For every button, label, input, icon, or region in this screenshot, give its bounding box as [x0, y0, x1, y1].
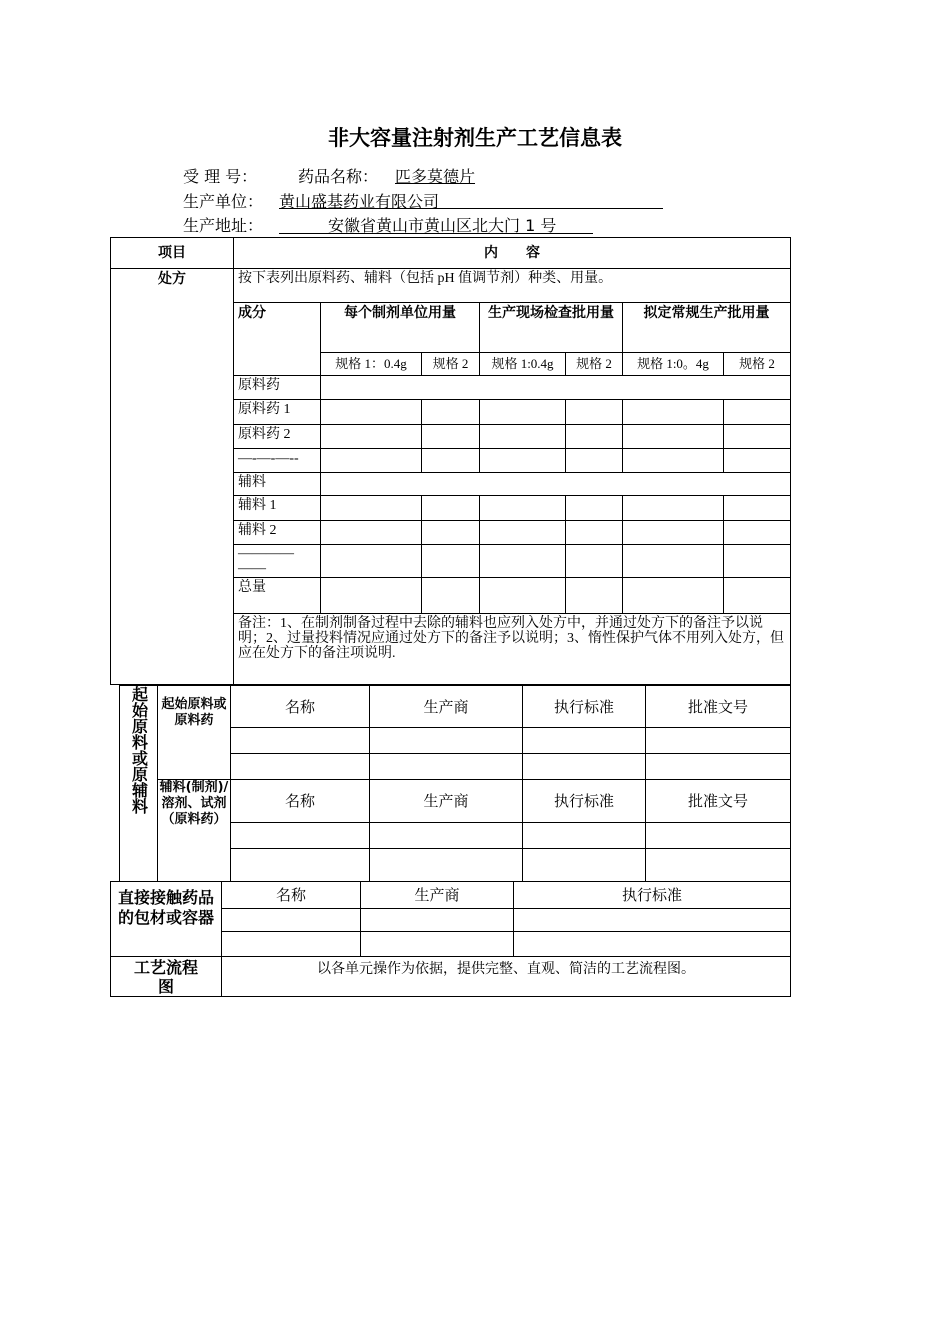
- table-cell: [361, 932, 514, 957]
- table-cell: [566, 545, 623, 578]
- col-name: 名称: [231, 780, 370, 823]
- table-cell: [231, 728, 370, 754]
- materials-label-text: 起始原料或原辅料: [129, 686, 149, 814]
- table-cell: [231, 823, 370, 849]
- table-cell: [566, 496, 623, 521]
- spec-cell: 规格 1:0.4g: [480, 353, 566, 376]
- spec-cell: 规格 1：0.4g: [321, 353, 422, 376]
- row-label: 辅料: [234, 473, 321, 496]
- table-cell: [321, 376, 791, 400]
- prescription-instruction: 按下表列出原料药、辅料（包括 pH 值调节剂）种类、用量。: [234, 269, 791, 303]
- table-cell: [321, 473, 791, 496]
- process-text: 以各单元操作为依据，提供完整、直观、简洁的工艺流程图。: [222, 957, 791, 997]
- row-label: 原料药 2: [234, 425, 321, 449]
- unit-value: 黄山盛基药业有限公司: [279, 192, 440, 211]
- table-cell: [231, 849, 370, 882]
- table-cell: [623, 400, 724, 425]
- table-cell: [646, 754, 791, 780]
- table-cell: [321, 425, 422, 449]
- table-cell: [566, 425, 623, 449]
- spec-cell: 规格 2: [724, 353, 791, 376]
- table-cell: [646, 849, 791, 882]
- table-cell: [566, 400, 623, 425]
- table-cell: [480, 578, 566, 614]
- table-cell: [231, 754, 370, 780]
- table-cell: [321, 400, 422, 425]
- col-unit-dose: 每个制剂单位用量: [321, 303, 480, 353]
- row-label: 总量: [234, 578, 321, 614]
- table-cell: [422, 545, 480, 578]
- excipient-label: 辅料(制剂)/溶剂、试剂（原料药）: [158, 780, 231, 882]
- table-cell: [724, 521, 791, 545]
- table-cell: [422, 521, 480, 545]
- address-underline: [279, 233, 593, 234]
- table-cell: [422, 425, 480, 449]
- address-value: 安徽省黄山市黄山区北大门 1 号: [328, 216, 557, 235]
- table-cell: [222, 932, 361, 957]
- table-cell: [523, 849, 646, 882]
- table-cell: [480, 496, 566, 521]
- col-standard: 执行标准: [523, 686, 646, 728]
- unit-underline: [279, 208, 663, 209]
- unit-label: 生产单位：: [183, 192, 264, 211]
- table-cell: [370, 849, 523, 882]
- table-cell: [422, 400, 480, 425]
- process-label: 工艺流程图: [111, 957, 222, 997]
- table-cell: [480, 400, 566, 425]
- row-label: 辅料 1: [234, 496, 321, 521]
- spec-cell: 规格 1:0。4g: [623, 353, 724, 376]
- prescription-label: 处方: [111, 269, 234, 685]
- col-name: 名称: [231, 686, 370, 728]
- table-cell: [514, 909, 791, 932]
- col-site-batch: 生产现场检查批用量: [480, 303, 623, 353]
- col-manufacturer: 生产商: [370, 780, 523, 823]
- table-cell: [623, 578, 724, 614]
- table-cell: [566, 449, 623, 473]
- table-cell: [646, 728, 791, 754]
- packaging-label: 直接接触药品的包材或容器: [111, 882, 222, 957]
- col-approval: 批准文号: [646, 780, 791, 823]
- table-cell: [321, 521, 422, 545]
- table-cell: [321, 545, 422, 578]
- col-standard: 执行标准: [514, 882, 791, 909]
- table-cell: [480, 449, 566, 473]
- table-cell: [646, 823, 791, 849]
- table-cell: [623, 449, 724, 473]
- table-cell: [724, 400, 791, 425]
- table-cell: [370, 754, 523, 780]
- row-label: 原料药: [234, 376, 321, 400]
- table-cell: [480, 521, 566, 545]
- table-cell: [523, 823, 646, 849]
- spec-cell: 规格 2: [566, 353, 623, 376]
- packaging-table: [110, 881, 791, 997]
- row-label: ———— ——: [234, 545, 321, 578]
- spec-cell: 规格 2: [422, 353, 480, 376]
- page-title: 非大容量注射剂生产工艺信息表: [328, 126, 622, 150]
- accept-number-label: 受 理 号：: [183, 167, 258, 186]
- table-cell: [623, 425, 724, 449]
- table-cell: [321, 578, 422, 614]
- col-component: 成分: [234, 303, 321, 376]
- api-label: 起始原料或原料药: [158, 686, 231, 780]
- materials-table: [119, 685, 791, 882]
- materials-label: [120, 686, 158, 882]
- table-cell: [480, 425, 566, 449]
- table-cell: [724, 425, 791, 449]
- table-cell: [514, 932, 791, 957]
- table-cell: [321, 449, 422, 473]
- table-cell: [422, 496, 480, 521]
- row-label: 原料药 1: [234, 400, 321, 425]
- table-cell: [222, 909, 361, 932]
- table-cell: [623, 545, 724, 578]
- table-cell: [422, 449, 480, 473]
- item-header: 项目: [111, 238, 234, 269]
- col-standard: 执行标准: [523, 780, 646, 823]
- table-cell: [321, 496, 422, 521]
- table-cell: [724, 578, 791, 614]
- table-cell: [523, 754, 646, 780]
- table-cell: [724, 449, 791, 473]
- table-cell: [370, 823, 523, 849]
- table-cell: [724, 496, 791, 521]
- row-label: 辅料 2: [234, 521, 321, 545]
- table-cell: [566, 521, 623, 545]
- col-planned-batch: 拟定常规生产批用量: [623, 303, 791, 353]
- table-cell: [566, 578, 623, 614]
- col-name: 名称: [222, 882, 361, 909]
- table-cell: [724, 545, 791, 578]
- row-label: —-—-—--: [234, 449, 321, 473]
- drug-name-label: 药品名称：: [298, 167, 379, 186]
- table-cell: [480, 545, 566, 578]
- col-manufacturer: 生产商: [370, 686, 523, 728]
- content-header: 内 容: [234, 238, 791, 269]
- prescription-note: 备注：1、在制剂制备过程中去除的辅料也应列入处方中，并通过处方下的备注予以说明；2、过量投料情况应通过处方下的备注予以说明；3、惰性保护气体不用列入处方，但应在处方下的备注项说明.: [234, 614, 791, 685]
- drug-name-value: 匹多莫德片: [395, 167, 476, 186]
- address-label: 生产地址：: [183, 216, 264, 235]
- table-cell: [623, 521, 724, 545]
- col-approval: 批准文号: [646, 686, 791, 728]
- table-cell: [361, 909, 514, 932]
- col-manufacturer: 生产商: [361, 882, 514, 909]
- table-cell: [623, 496, 724, 521]
- table-cell: [370, 728, 523, 754]
- table-cell: [523, 728, 646, 754]
- prescription-table: [110, 237, 791, 685]
- table-cell: [422, 578, 480, 614]
